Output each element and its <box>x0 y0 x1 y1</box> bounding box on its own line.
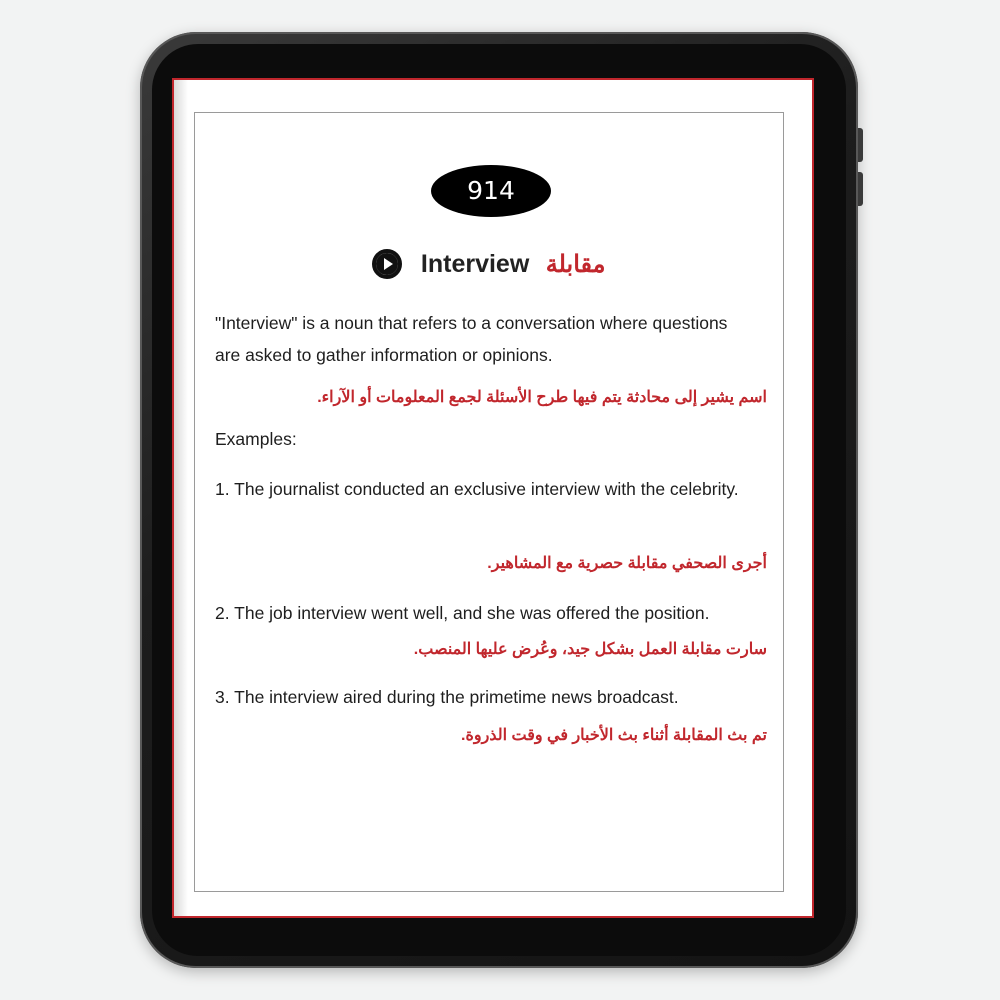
volume-up-button[interactable] <box>858 128 863 162</box>
definition-english: "Interview" is a noun that refers to a conversation where questions are asked to gather information or opinions. <box>215 313 728 365</box>
example-3-english: 3. The interview aired during the primetime news broadcast. <box>215 687 679 707</box>
page-edge-shadow <box>174 80 188 916</box>
word-english: Interview <box>420 249 530 278</box>
example-1-arabic: أجرى الصحفي مقابلة حصرية مع المشاهير. <box>487 555 767 572</box>
examples-heading: Examples: <box>215 429 297 449</box>
definition-arabic: اسم يشير إلى محادثة يتم فيها طرح الأسئلة لجمع المعلومات أو الآراء. <box>317 389 767 406</box>
vocabulary-card <box>194 112 784 892</box>
word-arabic: مقابلة <box>545 250 606 278</box>
example-1-english: 1. The journalist conducted an exclusive interview with the celebrity. <box>215 479 739 499</box>
play-icon[interactable] <box>372 249 402 279</box>
tablet-screen <box>172 78 814 918</box>
word-number-badge: 914 <box>431 165 551 217</box>
example-2-english: 2. The job interview went well, and she was offered the position. <box>215 603 710 623</box>
example-3-arabic: تم بث المقابلة أثناء بث الأخبار في وقت الذروة. <box>461 727 767 744</box>
example-2-arabic: سارت مقابلة العمل بشكل جيد، وعُرض عليها المنصب. <box>413 641 767 658</box>
word-title-row <box>195 249 783 289</box>
volume-down-button[interactable] <box>858 172 863 206</box>
